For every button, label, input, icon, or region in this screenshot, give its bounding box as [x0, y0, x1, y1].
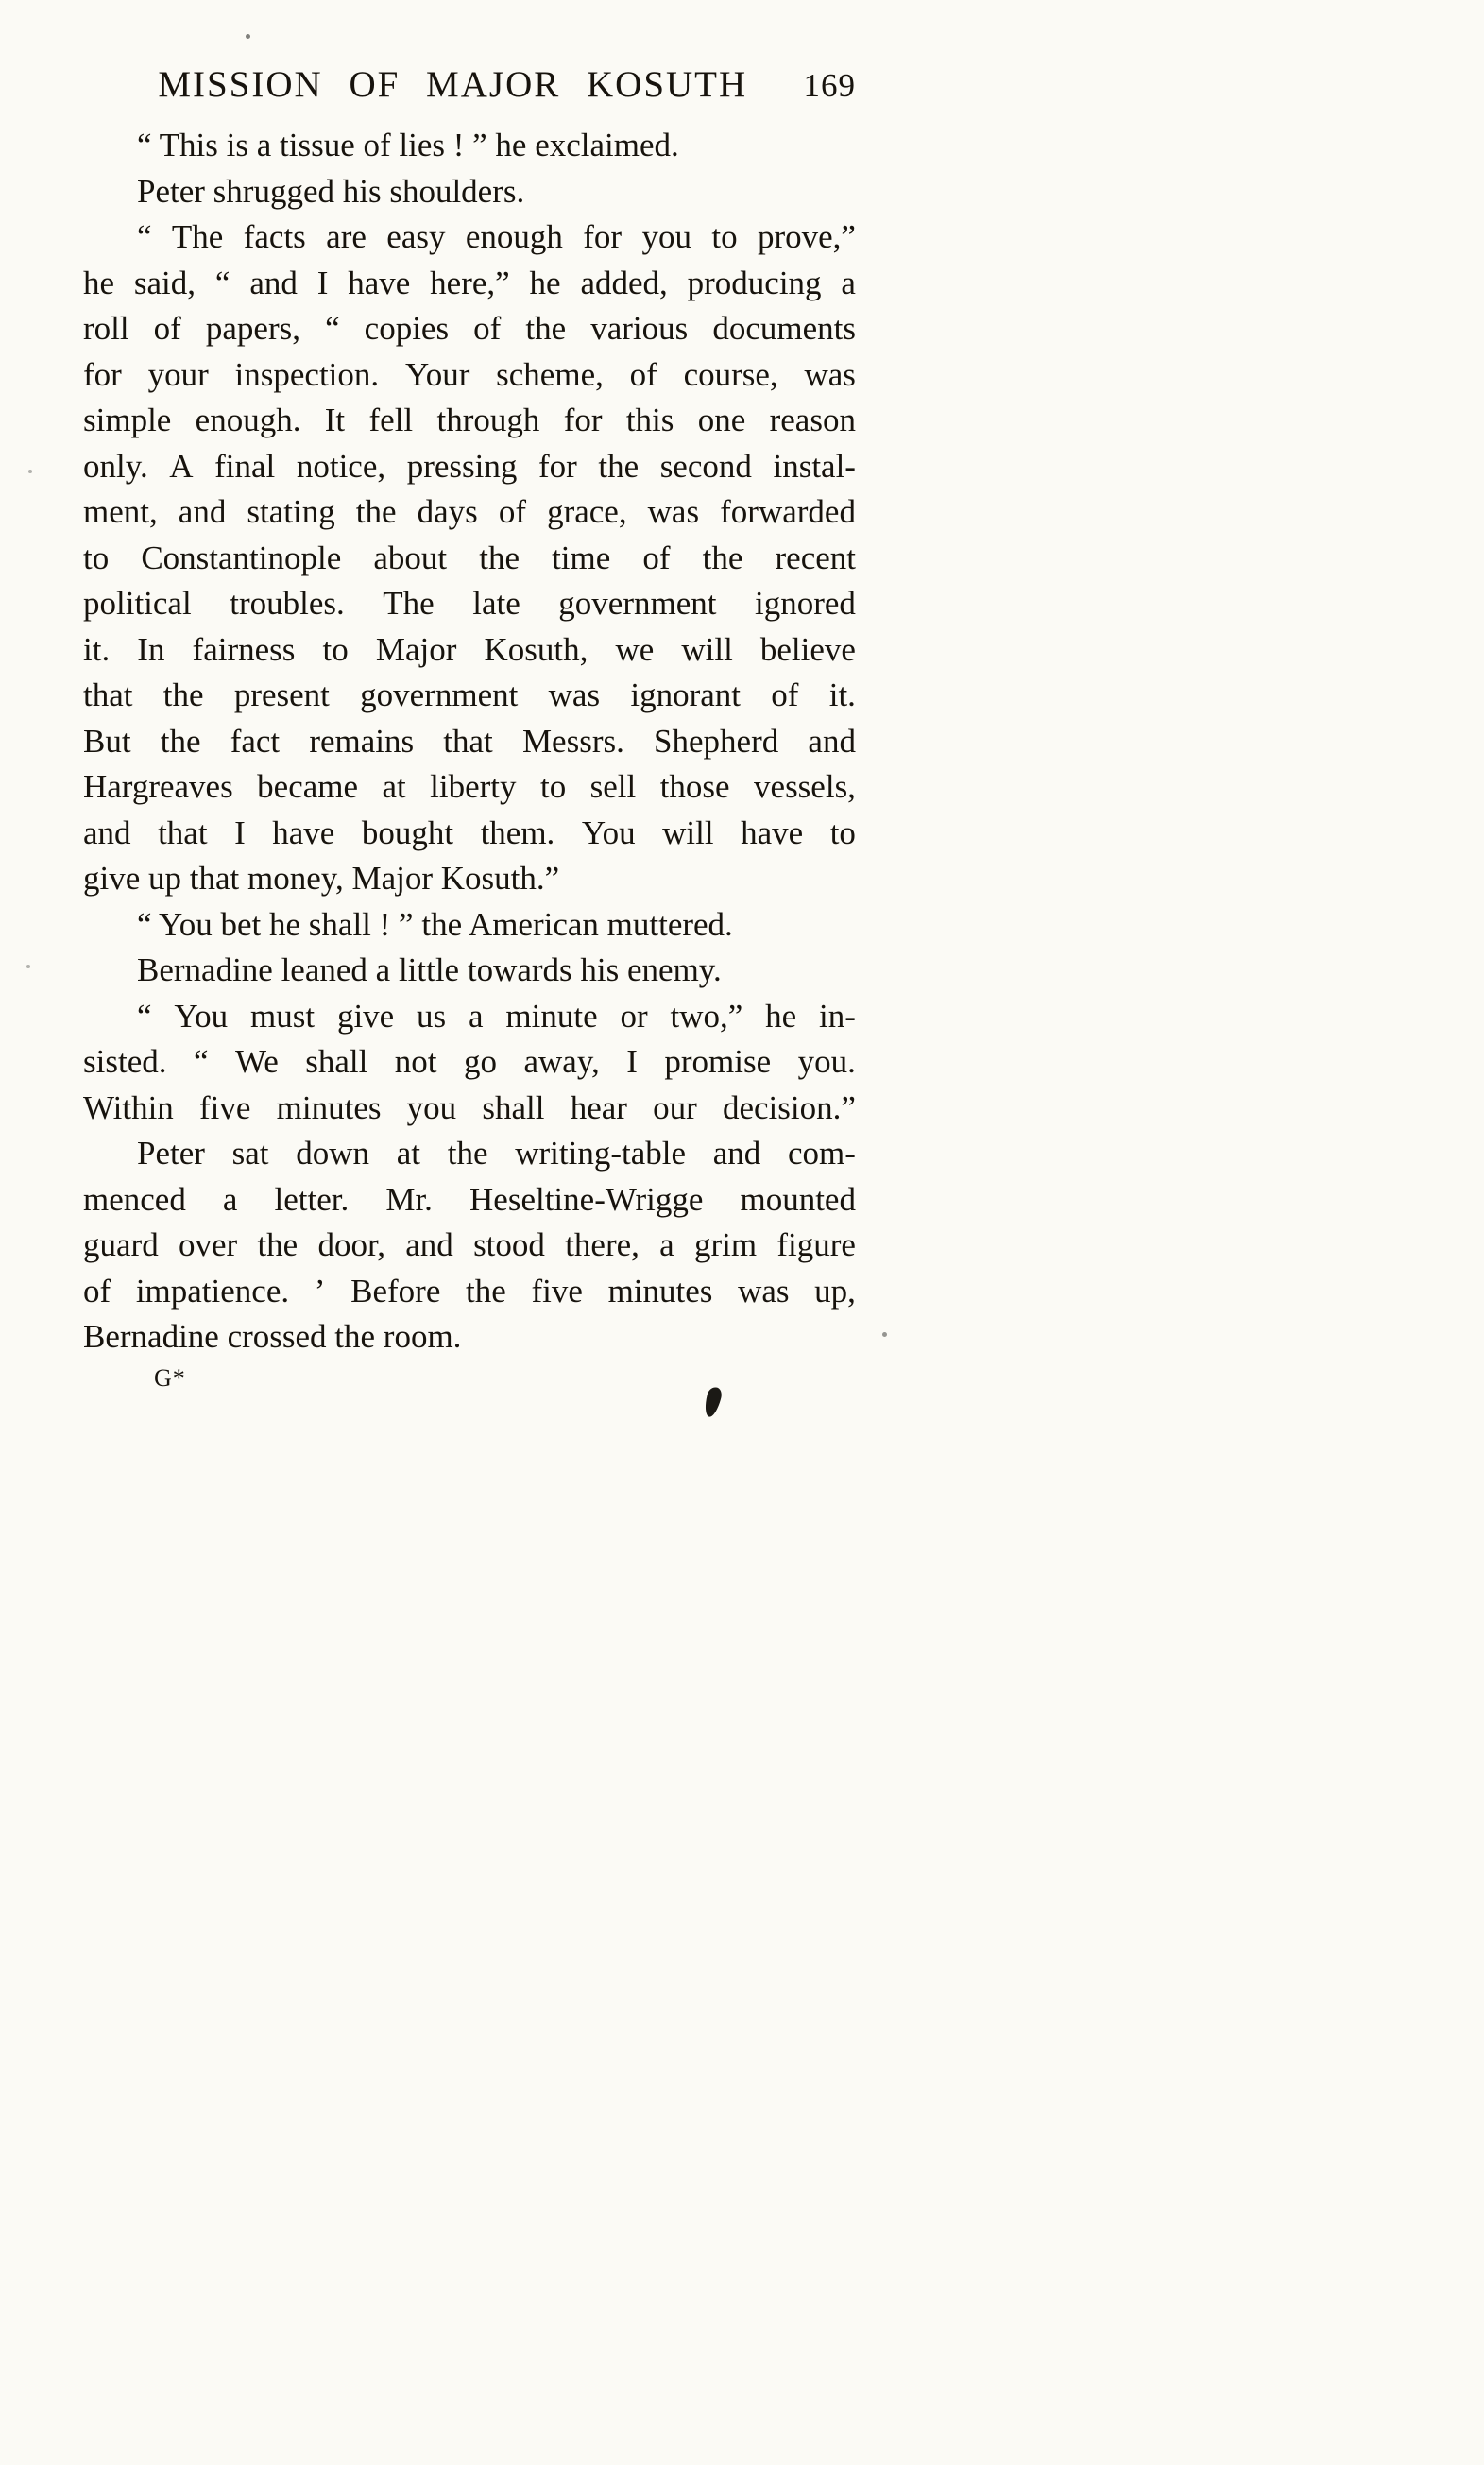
signature-mark: G* — [154, 1363, 186, 1392]
text-line: “ You bet he shall ! ” the American muttered. — [137, 905, 733, 943]
text-line: “ This is a tissue of lies ! ” he exclaimed. — [137, 127, 679, 163]
text-line: simple enough. It fell through for this one reason — [83, 402, 856, 438]
text-line: Hargreaves became at liberty to sell those vessels, — [83, 768, 856, 805]
text-line: it. In fairness to Major Kosuth, we will believe — [83, 630, 856, 668]
text-line: “ The facts are easy enough for you to prove,” — [137, 218, 856, 255]
text-line: that the present government was ignorant of it. — [83, 676, 856, 713]
text-line: to Constantinople about the time of the recent — [83, 539, 856, 576]
page-body — [83, 123, 856, 1361]
text-line: of impatience. ’ Before the five minutes was up, — [83, 1272, 856, 1310]
ink-speck — [882, 1332, 887, 1337]
text-line: Peter shrugged his shoulders. — [137, 172, 525, 210]
text-line: ment, and stating the days of grace, was forwarded — [83, 493, 856, 530]
text-line: roll of papers, “ copies of the various documents — [83, 310, 856, 347]
ink-speck — [246, 34, 250, 39]
running-head — [83, 60, 856, 110]
text-line: Peter sat down at the writing-table and com- — [137, 1135, 856, 1172]
text-line: Within five minutes you shall hear our decision.” — [83, 1088, 856, 1126]
text-line: Bernadine leaned a little towards his enemy. — [137, 951, 722, 988]
text-line: menced a letter. Mr. Heseltine-Wrigge mounted — [83, 1180, 856, 1218]
text-line: he said, “ and I have here,” he added, producing a — [83, 264, 856, 301]
text-line: only. A final notice, pressing for the second instal- — [83, 447, 856, 485]
text-line: sisted. “ We shall not go away, I promise you. — [83, 1043, 856, 1080]
text-line: “ You must give us a minute or two,” he in- — [137, 997, 856, 1035]
ink-speck — [28, 470, 32, 473]
text-line: give up that money, Major Kosuth.” — [83, 860, 560, 897]
text-line: guard over the door, and stood there, a grim figure — [83, 1226, 856, 1263]
text-column — [83, 60, 856, 1393]
text-line: political troubles. The late government ignored — [83, 585, 856, 622]
text-line: But the fact remains that Messrs. Shepherd and — [83, 722, 856, 760]
ink-speck — [26, 965, 30, 968]
running-title: MISSION OF MAJOR KOSUTH — [158, 64, 748, 105]
page-number: 169 — [803, 67, 856, 104]
text-line: Bernadine crossed the room. — [83, 1318, 462, 1355]
text-line: and that I have bought them. You will have to — [83, 813, 856, 851]
text-line: for your inspection. Your scheme, of course, was — [83, 355, 856, 393]
